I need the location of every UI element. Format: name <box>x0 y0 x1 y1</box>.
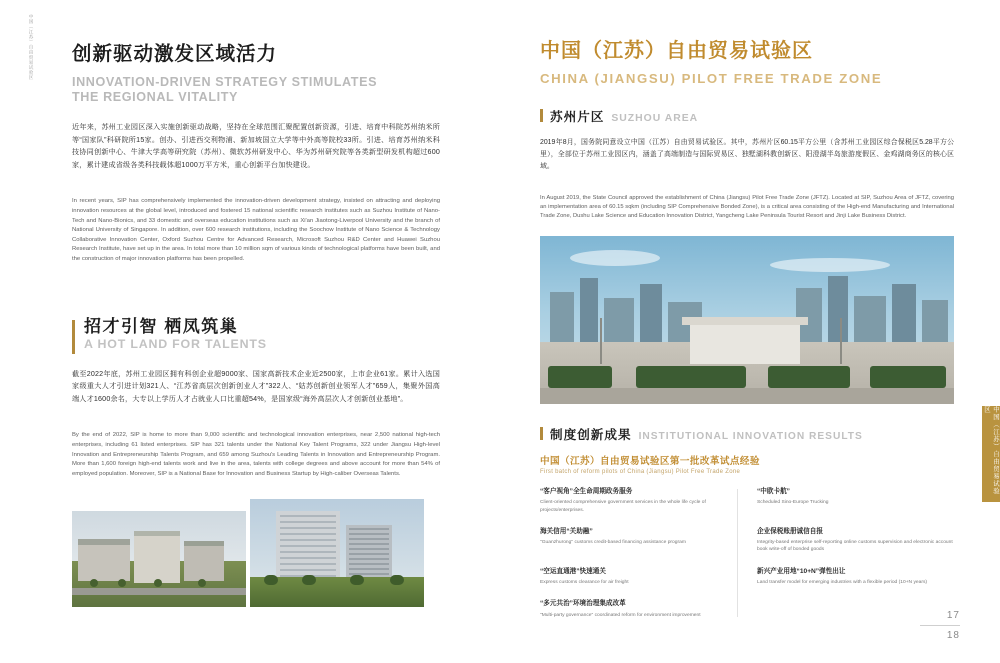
result-item-zh: 海关信用“关助融” <box>540 527 593 535</box>
suzhou-area-body-en: In August 2019, the State Council approved the establishment of China (Jiangsu) Pilot Free Trade Zone (JFTZ). Located at SIP, Suzhou Area of JFTZ, covering an implementation area of 60.15 sqkm (including SIP Comprehensive Bonded Zone), is a critical area consisting of the High-end Manufacturing and International Trade Zone, Dushu Lake Science and Education Innovation District, Yangcheng Lake Peninsula Tourist Resort and Jinji Lake Business District. <box>540 194 954 220</box>
photo-planter <box>636 366 746 388</box>
left-section1-body-zh: 近年来，苏州工业园区深入实施创新驱动战略，坚持在全球范围汇聚配置创新资源，引进、培育中科院苏州纳米所等“国家队”科研院所15家。创办、引进西交利物浦、新加坡国立大学等中外高等院校33所。引进、培育苏州纳米科技协同创新中心、牛津大学高等研究院（苏州）、微软苏州研发中心、华为苏州研究院等各类新型研发机构超过600家，累计建成省级各类科技载体超1000万平方米，重心创新平台加快建设。 <box>72 123 440 169</box>
photo-shrub <box>302 575 316 585</box>
left-content <box>0 0 500 265</box>
left-section2-body-en: By the end of 2022, SIP is home to more than 9,000 scientific and technological innovation enterprises, near 2,500 national high-tech enterprises, including 61 listed enterprises. SIP has 321 talents under the National Key Talent Programs, 322 under Jiangsu High-level Innovation and Entrepreneurship Talents Program, and 659 among Suzhou's Leading Talents in Innovation and Entrepreneurship Program. More than 1,600 foreign high-end talents work and live in the area, talents with college degrees and above account for more than 54% of employed population. Moreover, SIP is a National Base for Innovation and Business Startup by High-caliber Overseas Talents. <box>72 432 440 477</box>
result-item <box>757 567 954 587</box>
page-number-top: 17 <box>946 610 960 621</box>
results-title-en: INSTITUTIONAL INNOVATION RESULTS <box>638 430 863 442</box>
photo-walkway <box>540 388 954 404</box>
photo-tree <box>118 579 126 587</box>
photo-lamp-post <box>840 318 842 364</box>
photo-lamp-post <box>600 318 602 364</box>
right-title-zh: 中国（江苏）自由贸易试验区 <box>540 40 813 62</box>
photo-innovation-building <box>250 499 424 607</box>
result-item <box>540 487 737 514</box>
suzhou-area-heading <box>540 106 954 125</box>
gold-rule-icon <box>540 427 543 440</box>
photo-planter <box>768 366 850 388</box>
photo-tree <box>198 579 206 587</box>
results-subtitle-zh: 中国（江苏）自由贸易试验区第一批改革试点经验 <box>540 455 760 467</box>
side-tab-label: 中国（江苏）自由贸易试验区 <box>982 406 1000 502</box>
result-item <box>757 487 954 514</box>
photo-building <box>922 300 948 342</box>
left-section2-body-zh: 截至2022年底，苏州工业园区拥有科创企业超9000家、国家高新技术企业近2500家，上市企业61家。累计入选国家级重大人才引进计划321人、“江苏省高层次创新创业人才”322人、“姑苏创新创业领军人才”659人，集聚外国高端人才1600余名，大专以上学历人才占就业人口比重超54%，是国家级“海外高层次人才创新创业基地”。 <box>72 369 440 403</box>
left-section1-title-en: INNOVATION-DRIVEN STRATEGY STIMULATES THE REGIONAL VITALITY <box>72 75 378 104</box>
left-edge-label: 中国（江苏）自由贸易试验区 <box>29 14 34 81</box>
left-photo-group <box>72 511 424 607</box>
result-item <box>757 527 954 554</box>
photo-building <box>580 278 598 342</box>
suzhou-area-body-zh: 2019年8月，国务院同意设立中国（江苏）自由贸易试验区。其中，苏州片区60.15平方公里（含苏州工业园区综合保税区5.28平方公里），全部位于苏州工业园区内，涵盖了高端制造与国际贸易区、独墅湖科教创新区、阳澄湖半岛旅游度假区、金鸡湖商务区的核心区域。 <box>540 139 954 171</box>
result-item-zh: “多元共治”环境治理集成改革 <box>540 600 626 608</box>
result-item-zh: “客户视角”全生命周期政务服务 <box>540 487 633 495</box>
result-item-en: Scheduled Sino-Europe Trucking <box>757 500 829 506</box>
photo-building <box>892 284 916 342</box>
photo-building <box>604 298 634 342</box>
result-item-en: Client-oriented comprehensive government services in the whole life cycle of projects/enterprises. <box>540 500 706 513</box>
result-item-zh: “中欧卡航” <box>757 487 790 495</box>
result-item-en: "Guanzhurong" customs credit-based financing assistance program <box>540 540 686 546</box>
photo-tree <box>154 579 162 587</box>
right-page <box>500 0 1000 663</box>
photo-road <box>72 588 246 595</box>
result-item-zh: 企业保税账册诚信自报 <box>757 527 823 535</box>
institutional-results-heading <box>540 424 954 443</box>
result-item <box>540 567 737 587</box>
photo-campus-aerial <box>72 511 246 607</box>
result-item <box>540 599 737 619</box>
photo-pavilion <box>690 324 800 364</box>
result-item-en: "Multi-party governance" coordinated reform for environment improvement <box>540 612 701 618</box>
photo-tower-left <box>276 511 340 585</box>
suzhou-area-title-zh: 苏州片区 <box>550 110 605 124</box>
gold-rule-icon <box>540 109 543 122</box>
photo-building-a <box>78 539 130 581</box>
left-section1-title-zh: 创新驱动激发区域活力 <box>72 43 278 65</box>
left-section2-title-en: A HOT LAND FOR TALENTS <box>84 336 267 351</box>
page-folio <box>920 610 960 641</box>
results-grid <box>540 487 954 619</box>
photo-shrub <box>264 575 278 585</box>
photo-shrub <box>390 575 404 585</box>
left-section2-heading <box>72 317 440 354</box>
photo-building <box>854 296 886 342</box>
photo-shrub <box>350 575 364 585</box>
photo-building <box>640 284 662 342</box>
photo-building-b <box>134 531 180 583</box>
results-subtitle-en: First batch of reform pilots of China (Jiangsu) Pilot Free Trade Zone <box>540 468 741 475</box>
folio-divider <box>920 625 960 626</box>
result-item-en: Integrity-based enterprise self-reporting online customs supervision and electronic account book write-off of bonded goods <box>757 540 953 553</box>
left-section2 <box>0 317 500 480</box>
right-title-en: CHINA (JIANGSU) PILOT FREE TRADE ZONE <box>540 71 883 86</box>
photo-building <box>550 292 574 342</box>
result-item-en: Land transfer model for emerging industries with a flexible period (10+N years) <box>757 580 928 586</box>
photo-planter <box>548 366 612 388</box>
suzhou-area-title-en: SUZHOU AREA <box>611 113 699 124</box>
photo-cloud <box>570 250 660 266</box>
gold-rule-icon <box>72 320 75 354</box>
result-item <box>540 527 737 554</box>
photo-building <box>828 276 848 342</box>
result-item-en: Express customs clearance for air freight <box>540 580 629 586</box>
left-section2-title-zh: 招才引智 栖凤筑巢 <box>84 316 239 336</box>
result-item-zh: 新兴产业用地“10+N”弹性出让 <box>757 567 846 575</box>
photo-tree <box>90 579 98 587</box>
left-section1-body-en: In recent years, SIP has comprehensively implemented the innovation-driven development strategy, insisted on attracting and deploying innovation resources at the global level, introduced and fostered 15 national scientific research institutes such as Suzhou Institute of Nano-Tech and Nano-Bionics, and 33 domestic and overseas education institutions such as Xi'an Jiaotong-Liverpool University and the branch of National University of Singapore. In addition, over 600 research institutions, including the Soochow Institute of Nano Science & Technology Collaborative Innovation Center, Oxford Suzhou Centre for Advanced Research, Microsoft Suzhou R&D Center and Huawei Suzhou Research Institute, have set up in the area. In total more than 10 million sqm of various kinds of technological platforms have been built, and the construction of major innovation platforms has been propelled. <box>72 198 440 262</box>
photo-planter <box>870 366 946 388</box>
photo-free-trade-zone-plaza <box>540 236 954 404</box>
page-number-bottom: 18 <box>946 630 960 641</box>
results-title-zh: 制度创新成果 <box>550 427 632 442</box>
result-item-zh: “空运直通港”快速通关 <box>540 567 606 575</box>
photo-building-c <box>184 541 224 581</box>
